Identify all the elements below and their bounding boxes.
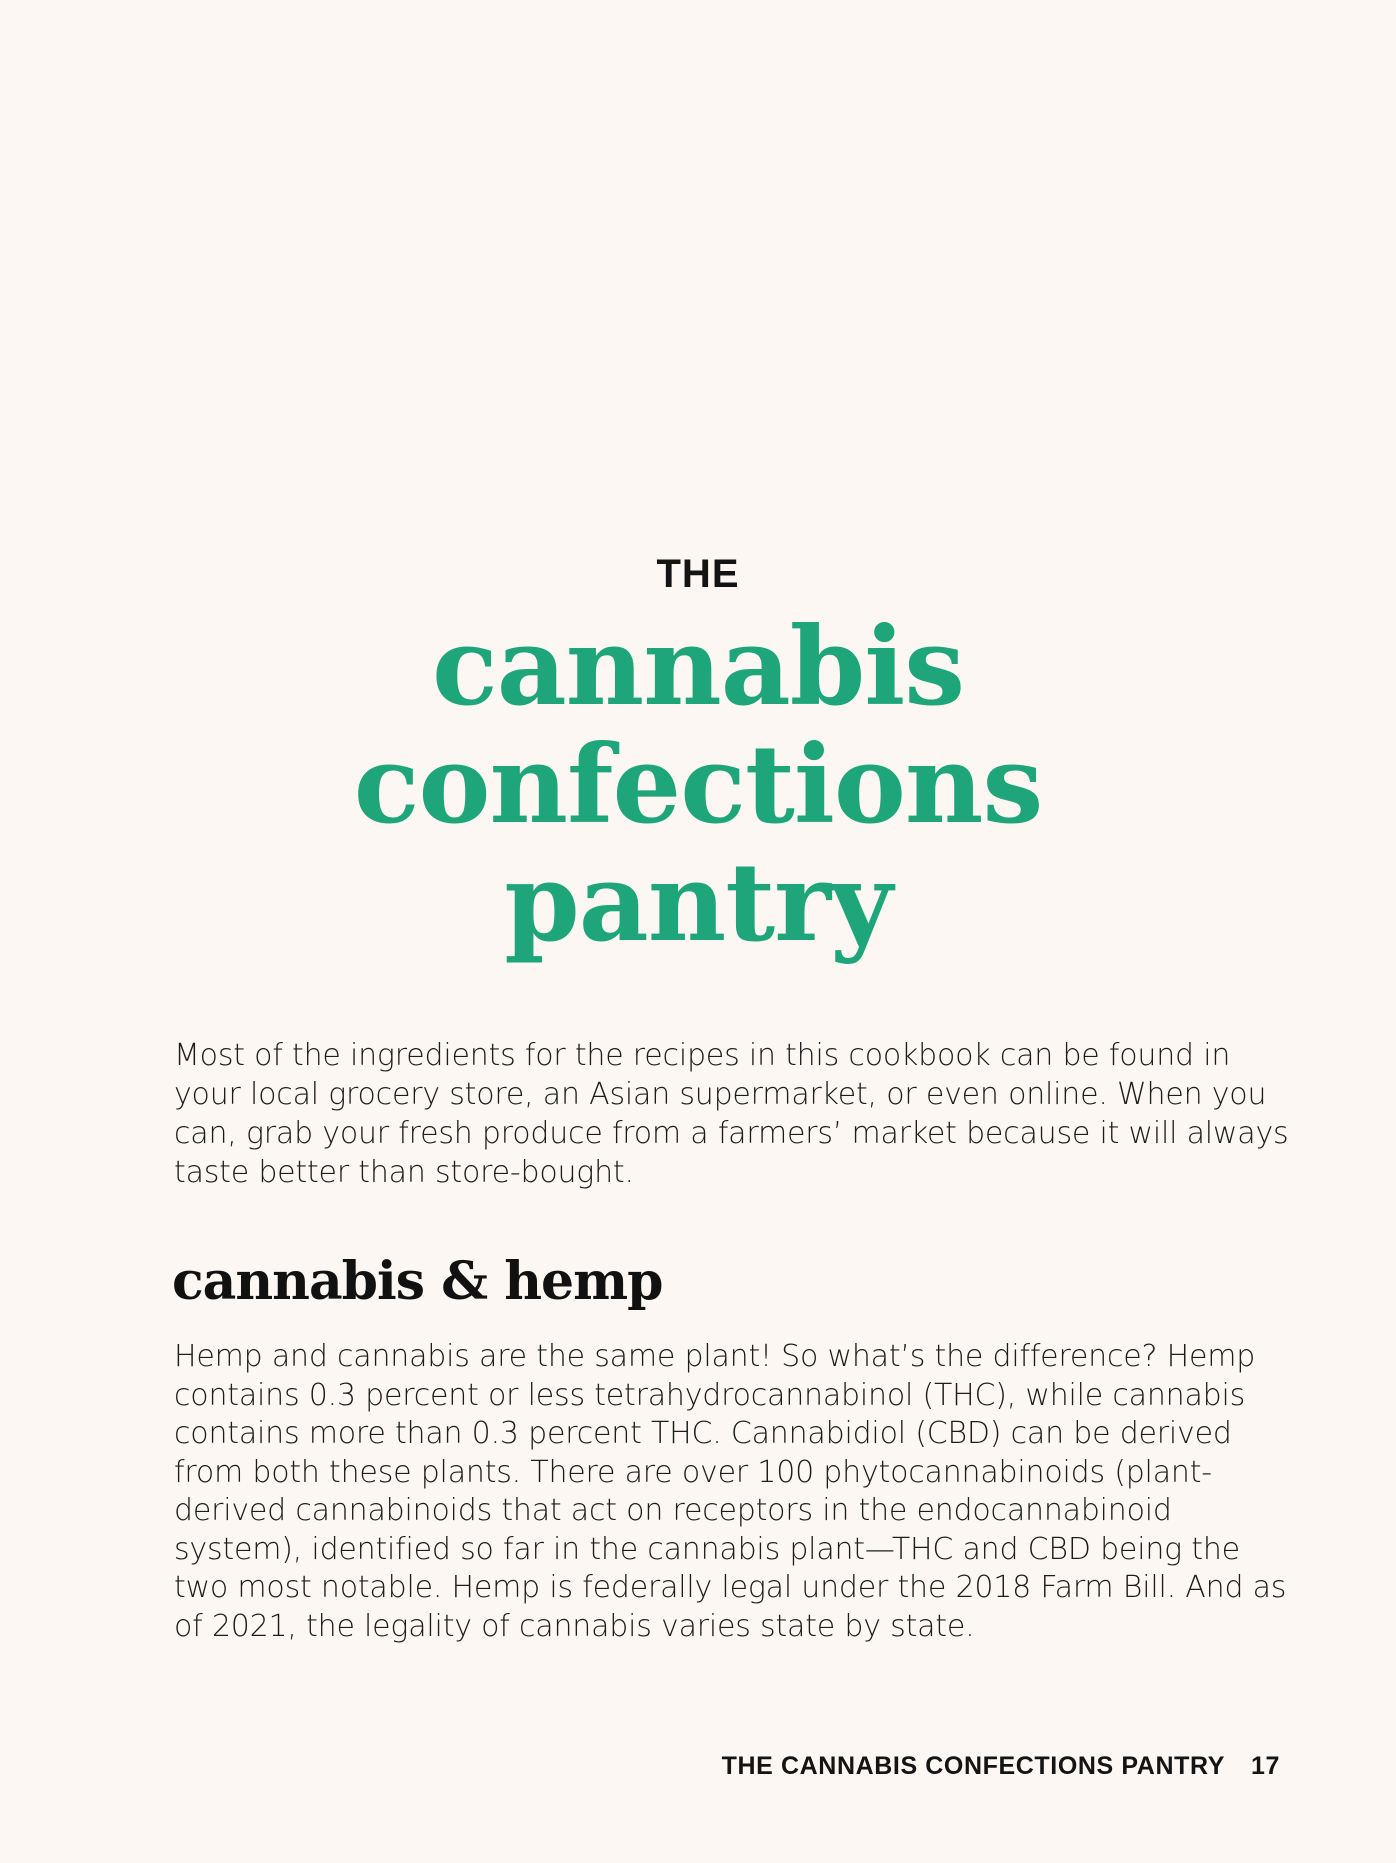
page-number: 17 <box>1250 1752 1280 1780</box>
section-heading: cannabis & hemp <box>172 1251 663 1312</box>
page-footer <box>722 1752 1280 1781</box>
chapter-title-line-1: cannabis <box>431 604 965 730</box>
running-head: THE CANNABIS CONFECTIONS PANTRY <box>721 1752 1225 1780</box>
chapter-kicker: THE <box>656 552 740 596</box>
chapter-title <box>0 604 1396 966</box>
section-body-paragraph: Hemp and cannabis are the same plant! So what’s the difference? Hemp contains 0.3 percent or less tetrahydrocannabinol (THC), while cannabis contains more than 0.3 percent THC. Cannabidiol (CBD) can be derived from both these plants. There are over 100 phytocannabinoids (plant-derived cannabinoids that act on receptors in the endocannabinoid system), identified so far in the cannabis plant—THC and CBD being the two most notable. Hemp is federally legal under the 2018 Farm Bill. And as of 2021, the legality of cannabis varies state by state. <box>174 1339 1287 1644</box>
chapter-title-line-3: pantry <box>504 840 892 966</box>
chapter-title-line-2: confections <box>353 722 1043 848</box>
intro-paragraph: Most of the ingredients for the recipes in this cookbook can be found in your local grocery store, an Asian supermarket, or even online. When you can, grab your fresh produce from a farmers’ market because it will always taste better than store-bought. <box>174 1038 1289 1190</box>
